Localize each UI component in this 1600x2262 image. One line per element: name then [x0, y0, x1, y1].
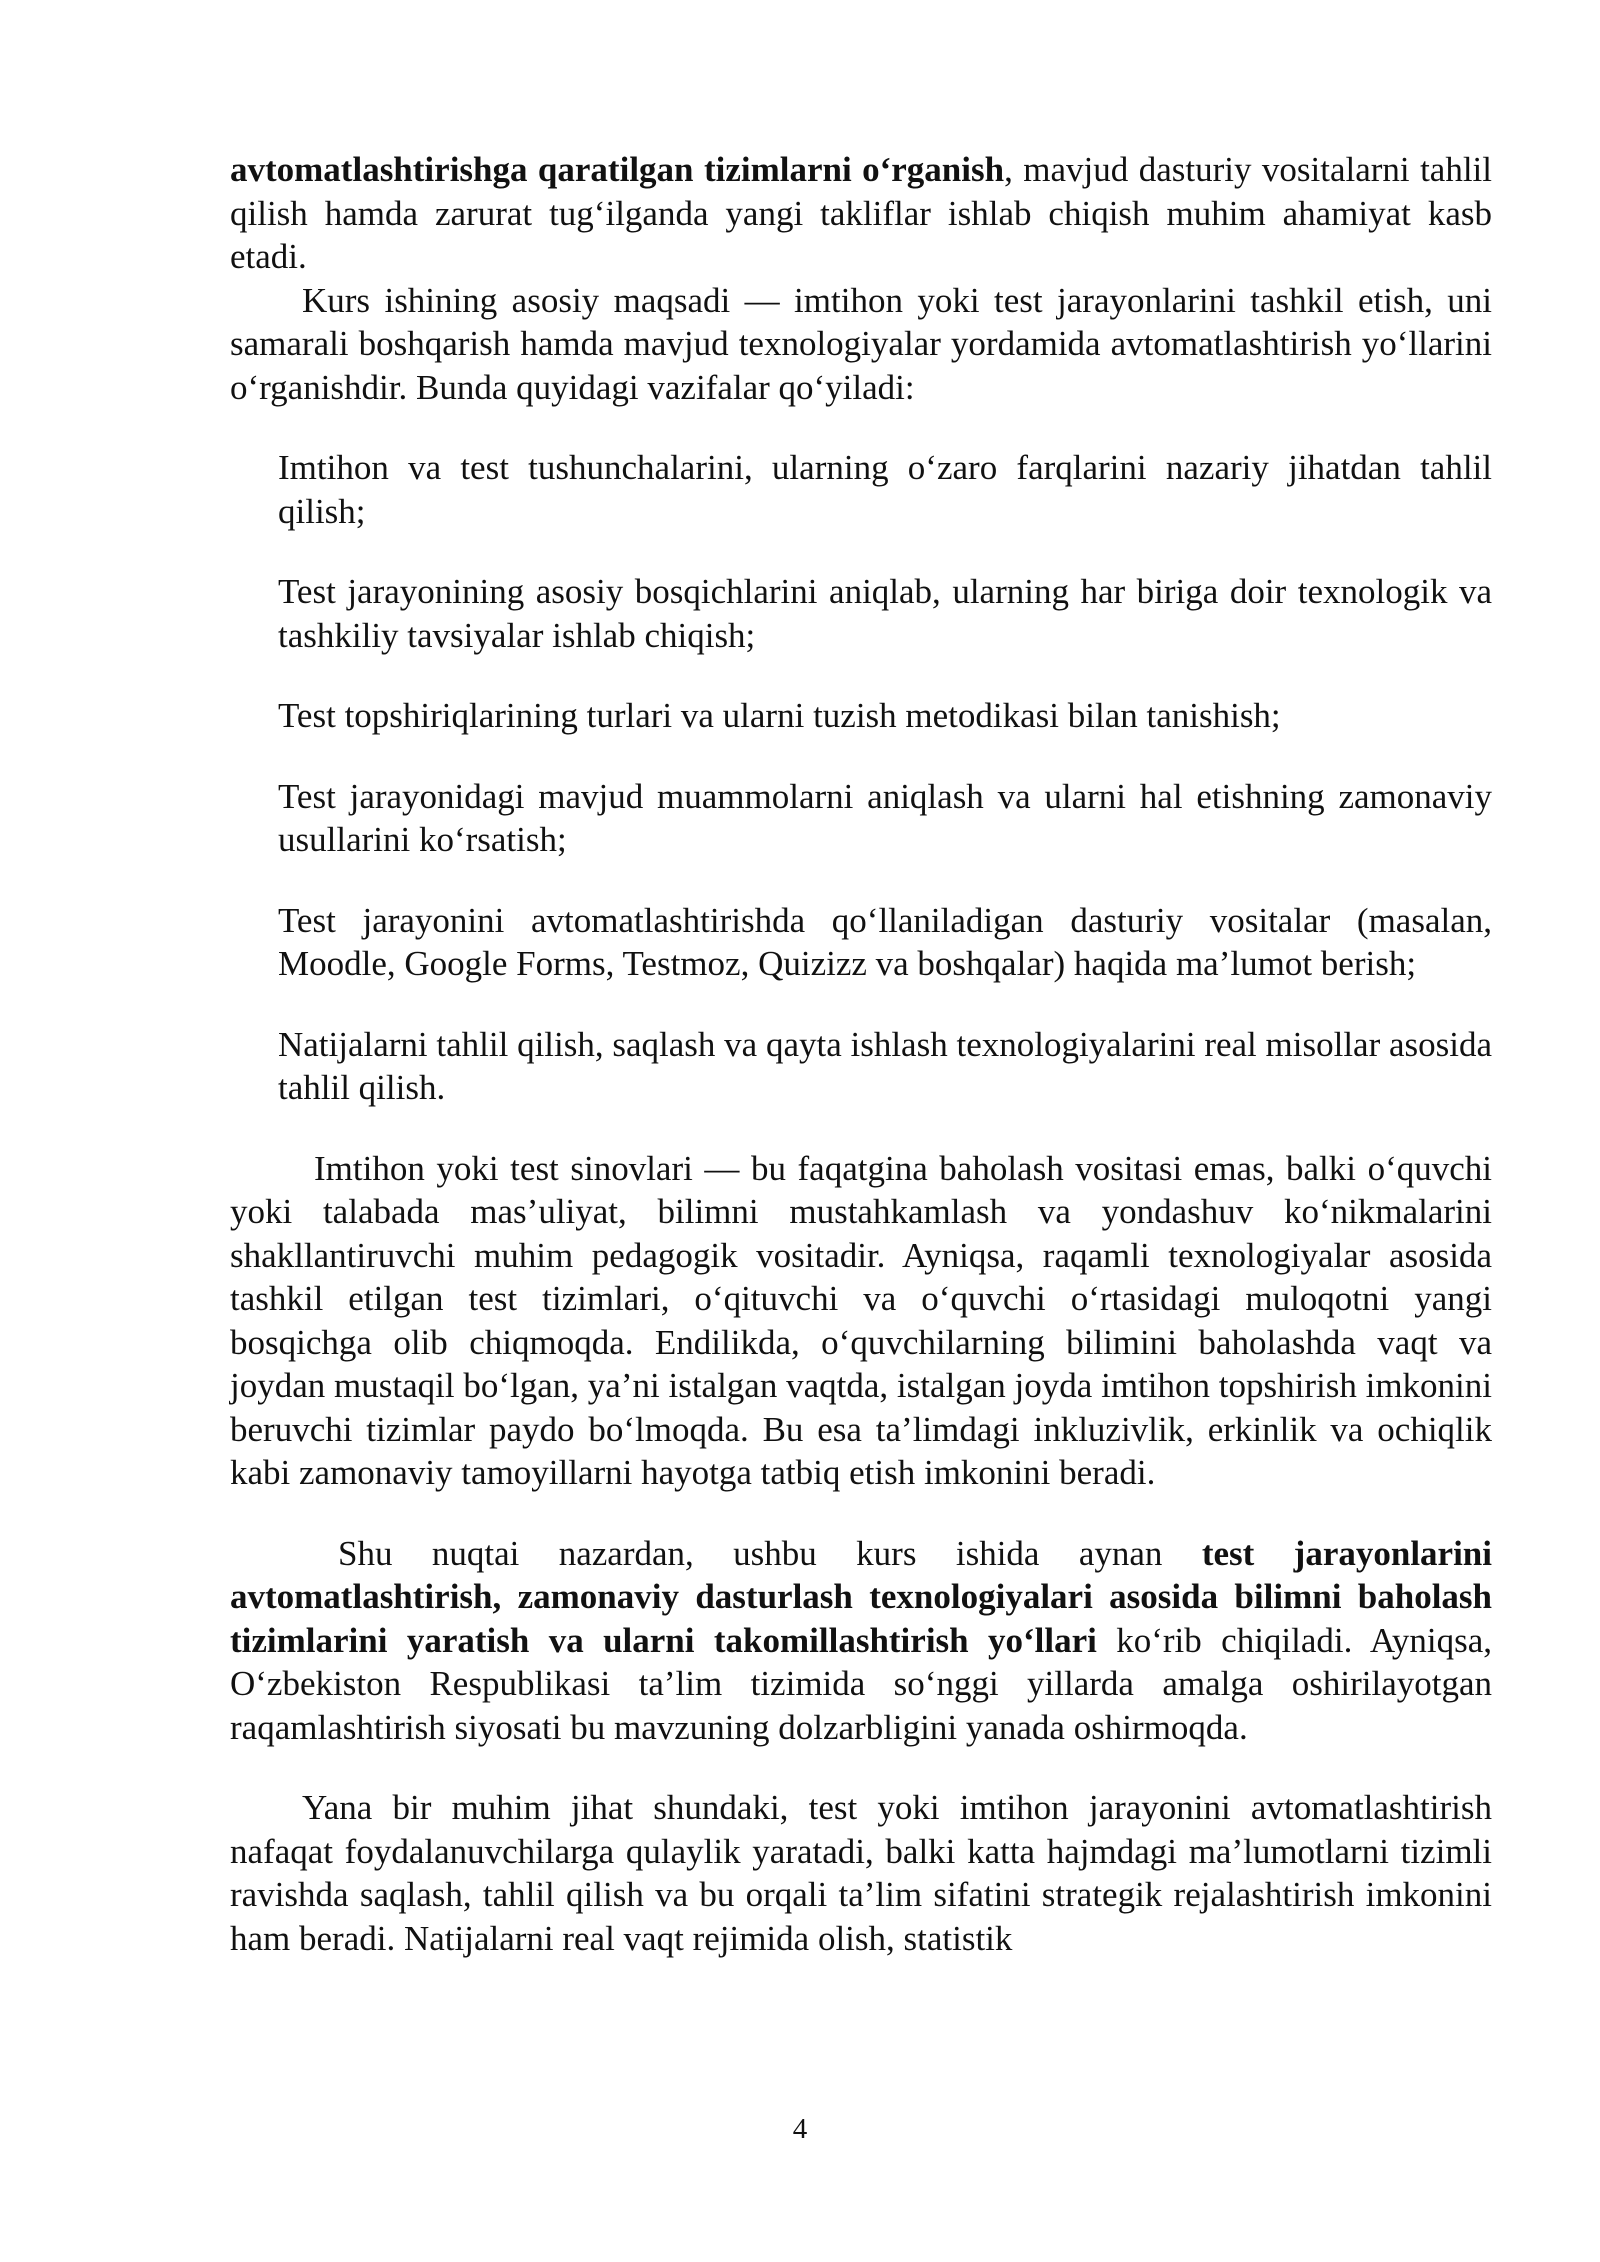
- task-list: [278, 446, 1492, 1110]
- paragraph-test-importance: Imtihon yoki test sinovlari — bu faqatgina baholash vositasi emas, balki o‘quvchi yoki talabada mas’uliyat, bilimni mustahkamlash va yondashuv ko‘nikmalarini shakllantiruvchi muhim pedagogik vositadir. Ayniqsa, raqamli texnologiyalar asosida tashkil etilgan test tizimlari, o‘qituvchi va o‘quvchi o‘rtasidagi muloqotni yangi bosqichga olib chiqmoqda. Endilikda, o‘quvchilarning bilimini baholashda vaqt va joydan mustaqil bo‘lgan, ya’ni istalgan vaqtda, istalgan joyda imtihon topshirish imkonini beruvchi tizimlar paydo bo‘lmoqda. Bu esa ta’limdagi inkluzivlik, erkinlik va ochiqlik kabi zamonaviy tamoyillarni hayotga tatbiq etish imkonini beradi.: [230, 1148, 1492, 1492]
- paragraph-course-focus: [230, 1532, 1492, 1750]
- paragraph-text: , mavjud dasturiy vositalarni tahlil qilish hamda zarurat tug‘ilganda yangi takliflar ishlab chiqish muhim ahamiyat kasb etadi.: [230, 150, 1492, 276]
- task-item: Test jarayonining asosiy bosqichlarini aniqlab, ularning har biriga doir texnologik va tashkiliy tavsiyalar ishlab chiqish;: [278, 572, 1492, 655]
- page-number: 4: [792, 2113, 808, 2145]
- document-body: [230, 148, 1492, 1960]
- paragraph-intro-continuation: [230, 148, 1492, 279]
- bold-phrase: avtomatlashtirishga qaratilgan tizimlarni o‘rganish: [230, 150, 1005, 189]
- paragraph-text: ko‘rib chiqiladi. Ayniqsa, O‘zbekiston Respublikasi ta’lim tizimida so‘nggi yillarda amalga oshirilayotgan raqamlashtirish siyosati bu mavzuning dolzarbligini yanada oshirmoqda.: [230, 1620, 1493, 1747]
- task-item: Imtihon va test tushunchalarini, ularning o‘zaro farqlarini nazariy jihatdan tahlil qilish;: [278, 448, 1492, 531]
- bold-phrase: test jarayonlarini avtomatlashtirish, zamonaviy dasturlash texnologiyalari asosida bilimni baholash tizimlarini yaratish va ularni takomillashtirish yo‘llari: [230, 1533, 1492, 1660]
- task-item: Test jarayonidagi mavjud muammolarni aniqlash va ularni hal etishning zamonaviy usullarini ko‘rsatish;: [278, 776, 1492, 859]
- paragraph-course-goal: Kurs ishining asosiy maqsadi — imtihon yoki test jarayonlarini tashkil etish, uni samarali boshqarish hamda mavjud texnologiyalar yordamida avtomatlashtirish yo‘llarini o‘rganishdir. Bunda quyidagi vazifalar qo‘yiladi:: [230, 280, 1492, 407]
- task-item: Test jarayonini avtomatlashtirishda qo‘llaniladigan dasturiy vositalar (masalan, Moodle, Google Forms, Testmoz, Quizizz va boshqalar) haqida ma’lumot berish;: [278, 900, 1492, 983]
- paragraph-text: Shu nuqtai nazardan, ushbu kurs ishida aynan: [338, 1533, 1202, 1573]
- task-item: Test topshiriqlarining turlari va ularni tuzish metodikasi bilan tanishish;: [278, 696, 1281, 735]
- task-item: Natijalarni tahlil qilish, saqlash va qayta ishlash texnologiyalarini real misollar asosida tahlil qilish.: [278, 1024, 1493, 1107]
- paragraph-automation-benefits: Yana bir muhim jihat shundaki, test yoki imtihon jarayonini avtomatlashtirish nafaqat foydalanuvchilarga qulaylik yaratadi, balki katta hajmdagi ma’lumotlarni tizimli ravishda saqlash, tahlil qilish va bu orqali ta’lim sifatini strategik rejalashtirish imkonini ham beradi. Natijalarni real vaqt rejimida olish, statistik: [230, 1788, 1492, 1958]
